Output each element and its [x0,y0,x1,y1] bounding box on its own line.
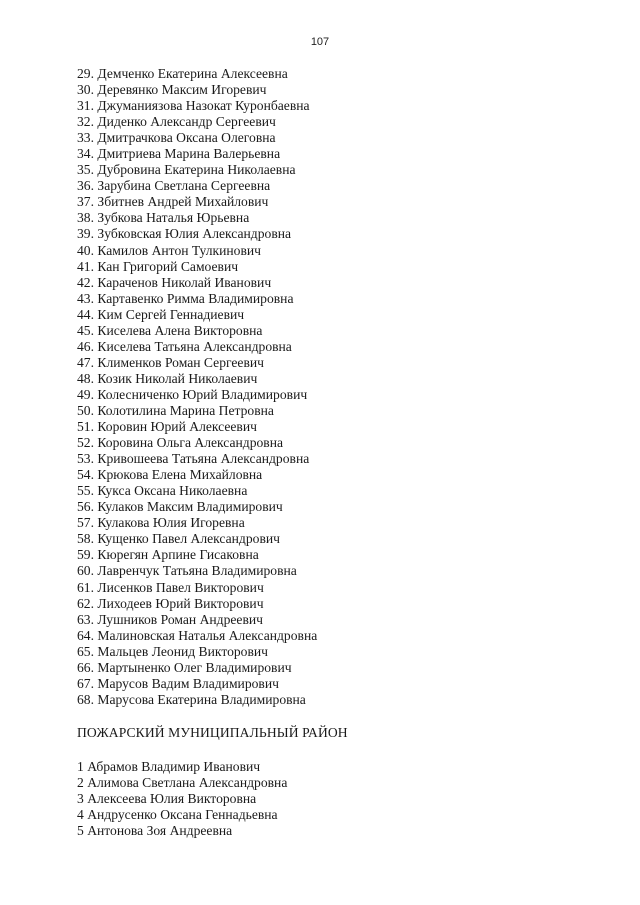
list-item: 31. Джуманиязова Назокат Куронбаевна [77,98,310,114]
list-item: 29. Демченко Екатерина Алексеевна [77,66,288,81]
list-item: 56. Кулаков Максим Владимирович [77,499,283,515]
list-item: 58. Кущенко Павел Александрович [77,531,280,547]
list-item: 55. Кукса Оксана Николаевна [77,483,248,499]
list-item: 67. Марусов Вадим Владимирович [77,675,279,691]
list-item: 60. Лавренчук Татьяна Владимировна [77,563,297,579]
list-item: 66. Мартыненко Олег Владимирович [77,659,292,675]
list-item: 59. Кюрегян Арпине Гисаковна [77,547,259,563]
list-item: 4 Андрусенко Оксана Геннадьевна [77,807,278,823]
list-item: 43. Картавенко Римма Владимировна [77,290,294,306]
district-name-list [77,759,287,839]
list-item: 54. Крюкова Елена Михайловна [77,467,263,483]
list-item: 2 Алимова Светлана Александровна [77,775,288,791]
list-item: 39. Зубковская Юлия Александровна [77,226,292,242]
list-item: 5 Антонова Зоя Андреевна [77,823,233,839]
name-list [77,66,317,708]
list-item: 42. Караченов Николай Иванович [77,274,272,290]
list-item: 3 Алексеева Юлия Викторовна [77,791,257,807]
list-item: 63. Лушников Роман Андреевич [77,611,263,627]
list-item: 53. Кривошеева Татьяна Александровна [77,451,310,467]
list-item: 40. Камилов Антон Тулкинович [77,242,261,258]
list-item: 51. Коровин Юрий Алексеевич [77,419,257,435]
list-item: 61. Лисенков Павел Викторович [77,579,264,595]
list-item: 34. Дмитриева Марина Валерьевна [77,146,281,162]
list-item: 37. Збитнев Андрей Михайлович [77,194,269,210]
list-item: 62. Лиходеев Юрий Викторович [77,595,264,611]
list-item: 41. Кан Григорий Самоевич [77,258,239,274]
list-item: 52. Коровина Ольга Александровна [77,435,284,451]
list-item: 32. Диденко Александр Сергеевич [77,114,276,130]
list-item: 1 Абрамов Владимир Иванович [77,759,261,774]
list-item: 36. Зарубина Светлана Сергеевна [77,178,271,194]
list-item: 49. Колесниченко Юрий Владимирович [77,386,308,402]
list-item: 64. Малиновская Наталья Александровна [77,627,318,643]
list-item: 33. Дмитрачкова Оксана Олеговна [77,130,276,146]
list-item: 45. Киселева Алена Викторовна [77,322,263,338]
section-heading: ПОЖАРСКИЙ МУНИЦИПАЛЬНЫЙ РАЙОН [77,725,348,740]
page-number: 107 [310,36,330,48]
list-item: 57. Кулакова Юлия Игоревна [77,515,245,531]
list-item: 68. Марусова Екатерина Владимировна [77,691,306,707]
list-item: 38. Зубкова Наталья Юрьевна [77,210,250,226]
list-item: 65. Мальцев Леонид Викторович [77,643,269,659]
list-item: 47. Клименков Роман Сергеевич [77,354,264,370]
list-item: 46. Киселева Татьяна Александровна [77,338,292,354]
list-item: 48. Козик Николай Николаевич [77,370,258,386]
list-item: 30. Деревянко Максим Игоревич [77,82,267,98]
list-item: 35. Дубровина Екатерина Николаевна [77,162,296,178]
list-item: 44. Ким Сергей Геннадиевич [77,306,245,322]
list-item: 50. Колотилина Марина Петровна [77,402,274,418]
